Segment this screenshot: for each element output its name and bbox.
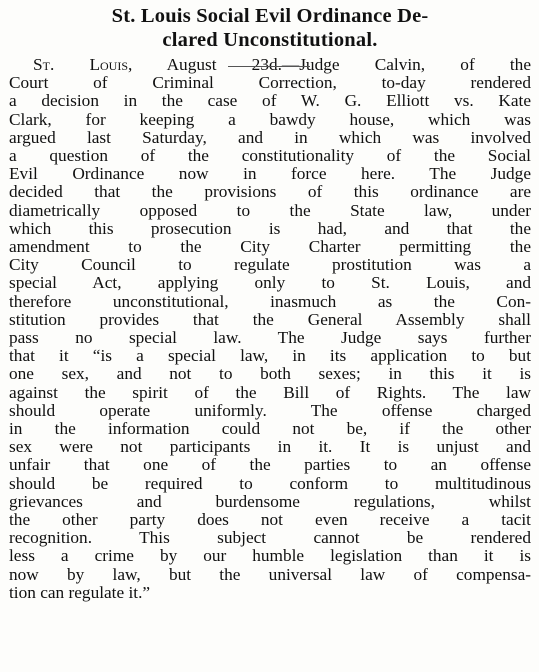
body-line: should operate uniformly. The offense charged — [9, 401, 531, 420]
body-line: pass no special law. The Judge says further — [9, 329, 531, 348]
dateline-place: St. Louis — [33, 56, 129, 74]
dateline-rest: , August 23d.—Judge Calvin, of the — [128, 56, 531, 74]
body-line: one sex, and not to both sexes; in this it is — [9, 365, 531, 384]
body-line: which this prosecution is had, and that the — [9, 219, 531, 238]
body-line: Clark, for keeping a bawdy house, which was — [9, 110, 531, 129]
body-line: special Act, applying only to St. Louis, and — [9, 274, 531, 293]
headline-divider — [228, 66, 310, 67]
body-line: unfair that one of the parties to an offense — [9, 456, 531, 475]
body-line: argued last Saturday, and in which was involved — [9, 128, 531, 147]
body-line: should be required to conform to multitudinous — [9, 474, 531, 493]
body-line: a question of the constitutionality of the Social — [9, 147, 531, 166]
body-line: now by law, but the universal law of compensa- — [9, 565, 531, 584]
headline — [9, 4, 531, 52]
body-line: tion can regulate it.” — [9, 583, 151, 602]
headline-line: St. Louis Social Evil Ordinance De- — [111, 5, 429, 27]
body-line: diametrically opposed to the State law, under — [9, 201, 531, 220]
body-line: that it “is a special law, in its application to but — [9, 347, 531, 366]
body-line: in the information could not be, if the other — [9, 420, 531, 439]
body-line: City Council to regulate prostitution was a — [9, 256, 531, 275]
body-line: grievances and burdensome regulations, whilst — [9, 492, 531, 511]
headline-line: clared Unconstitutional. — [162, 29, 378, 51]
body-line: recognition. This subject cannot be rendered — [9, 529, 531, 548]
body-line: a decision in the case of W. G. Elliott vs. Kate — [9, 92, 531, 111]
body-line: the other party does not even receive a tacit — [9, 511, 531, 530]
body-line: less a crime by our humble legislation than it is — [9, 547, 531, 566]
body-line: against the spirit of the Bill of Rights. The law — [9, 383, 531, 402]
article-body — [9, 56, 531, 602]
body-line: Court of Criminal Correction, to-day rendered — [9, 74, 531, 93]
body-line: sex were not participants in it. It is unjust and — [9, 438, 531, 457]
body-line: therefore unconstitutional, inasmuch as the Con- — [9, 292, 531, 311]
body-line: amendment to the City Charter permitting the — [9, 238, 531, 257]
body-line: decided that the provisions of this ordinance are — [9, 183, 531, 202]
body-line: Evil Ordinance now in force here. The Judge — [9, 165, 531, 184]
body-line: stitution provides that the General Assembly shall — [9, 310, 531, 329]
